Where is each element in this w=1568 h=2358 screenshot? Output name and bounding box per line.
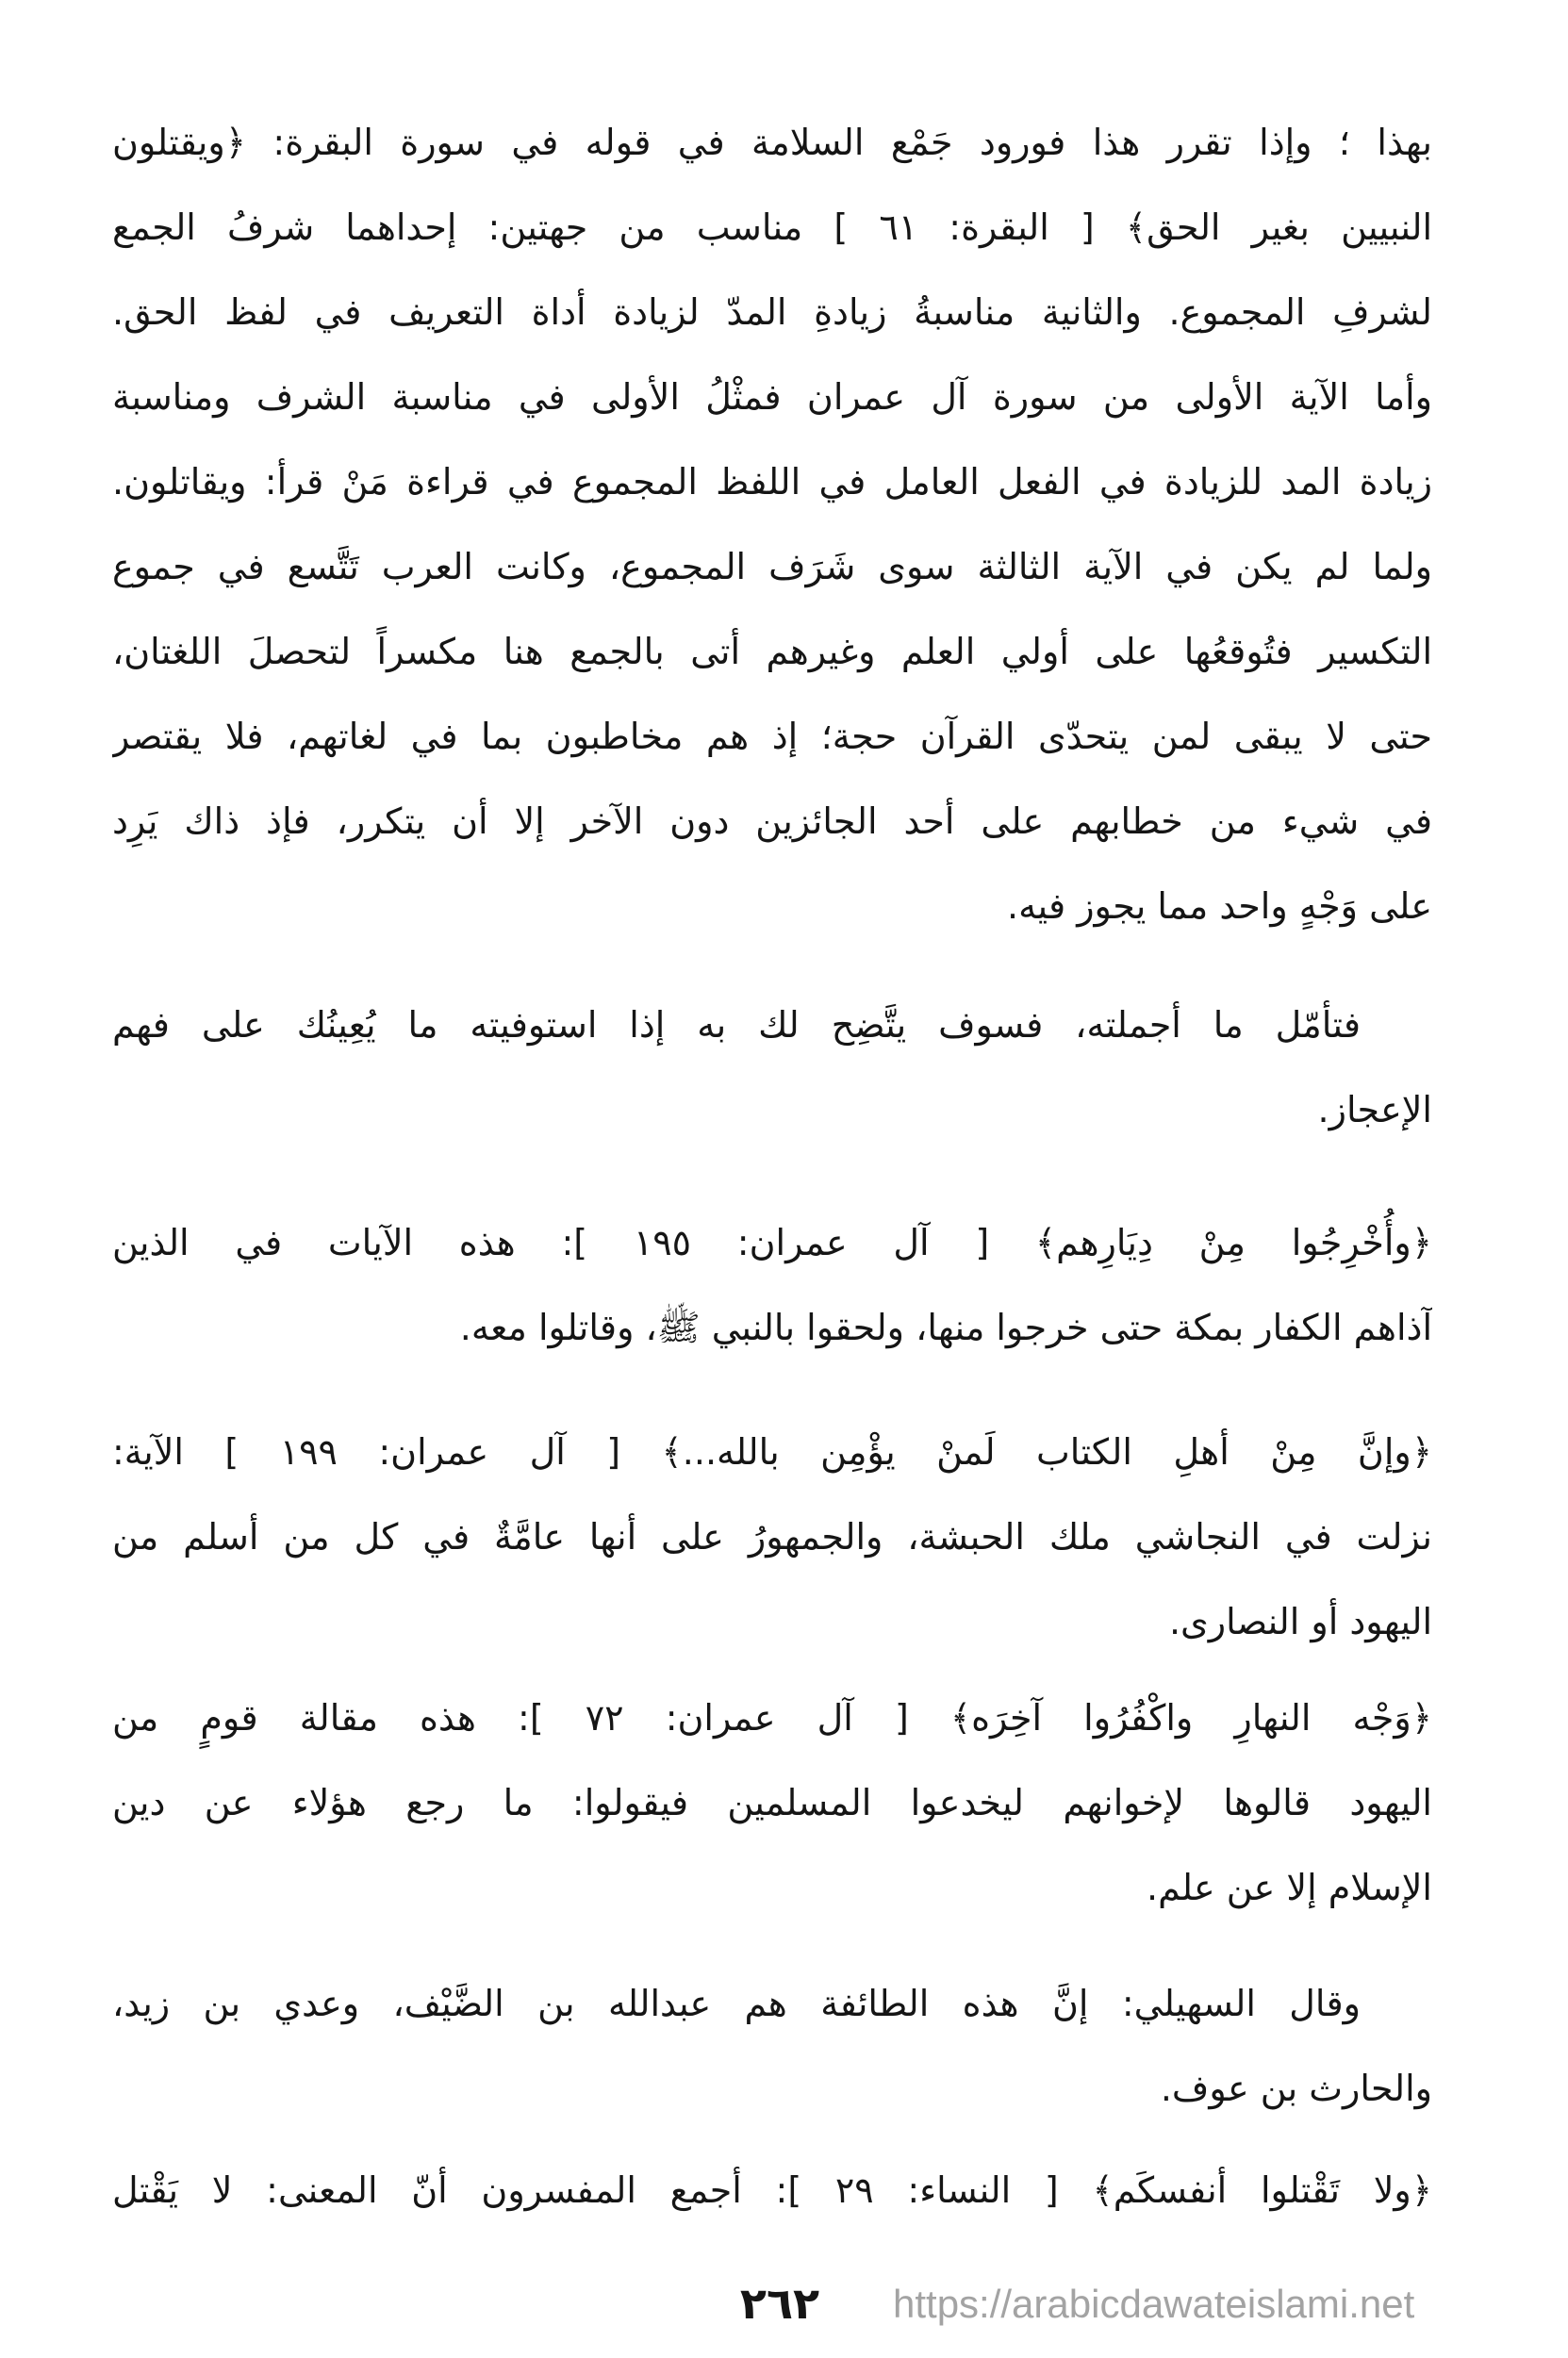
text-line: وأما الآية الأولى من سورة آل عمران فمثْلُ الأولى في مناسبة الشرف ومناسبة xyxy=(112,376,1432,418)
text-line: اليهود أو النصارى. xyxy=(1168,1601,1432,1642)
text-line: آذاهم الكفار بمكة حتى خرجوا منها، ولحقوا بالنبي ﷺ، وقاتلوا معه. xyxy=(459,1307,1432,1348)
paragraph xyxy=(112,1961,1432,2131)
text-line: النبيين بغير الحق﴾ [ البقرة: ٦١ ] مناسب من جهتين: إحداهما شرفُ الجمع xyxy=(112,206,1432,248)
page-number: ٢٦٢ xyxy=(739,2278,820,2329)
text-line: ﴿وأُخْرِجُوا مِنْ دِيَارِهم﴾ [ آل عمران: ١٩٥ ]: هذه الآيات في الذين xyxy=(112,1222,1432,1263)
text-line: وقال السهيلي: إنَّ هذه الطائفة هم عبدالله بن الضَّيْف، وعدي بن زيد، xyxy=(112,1983,1361,2024)
text-line: زيادة المد للزيادة في الفعل العامل في اللفظ المجموع في قراءة مَنْ قرأ: ويقاتلون. xyxy=(112,461,1432,503)
text-line: اليهود قالوها لإخوانهم ليخدعوا المسلمين فيقولوا: ما رجع هؤلاء عن دين xyxy=(112,1782,1432,1823)
text-line: على وَجْهٍ واحد مما يجوز فيه. xyxy=(1007,885,1432,927)
text-line: لشرفِ المجموع. والثانية مناسبةُ زيادةِ المدّ لزيادة أداة التعريف في لفظ الحق. xyxy=(112,291,1432,333)
watermark-url: https://arabicdawateislami.net xyxy=(893,2282,1415,2326)
text-line: ولما لم يكن في الآية الثالثة سوى شَرَف المجموع، وكانت العرب تَتَّسع في جموع xyxy=(112,546,1432,587)
paragraph xyxy=(112,1410,1432,1664)
text-line: والحارث بن عوف. xyxy=(1160,2068,1432,2109)
text-line: فتأمّل ما أجملته، فسوف يتَّضِح لك به إذا استوفيته ما يُعِينُك على فهم xyxy=(112,1004,1361,1046)
text-line: التكسير فتُوقعُها على أولي العلم وغيرهم أتى بالجمع هنا مكسراً لتحصلَ اللغتان، xyxy=(112,631,1432,672)
paragraph xyxy=(112,100,1432,948)
text-line: ﴿وَجْه النهارِ واكْفُرُوا آخِرَه﴾ [ آل عمران: ٧٢ ]: هذه مقالة قومٍ من xyxy=(112,1697,1432,1739)
text-line: في شيء من خطابهم على أحد الجائزين دون الآخر إلا أن يتكرر، فإذ ذاك يَرِد xyxy=(112,800,1432,842)
text-line: حتى لا يبقى لمن يتحدّى القرآن حجة؛ إذ هم مخاطبون بما في لغاتهم، فلا يقتصر xyxy=(112,716,1432,757)
paragraph xyxy=(112,982,1432,1152)
text-line: ﴿ولا تَقْتلوا أنفسكَم﴾ [ النساء: ٢٩ ]: أجمع المفسرون أنّ المعنى: لا يَقْتل xyxy=(112,2169,1432,2211)
paragraph xyxy=(112,1200,1432,1370)
text-line: الإعجاز. xyxy=(1317,1089,1432,1130)
text-line: الإسلام إلا عن علم. xyxy=(1147,1867,1432,1908)
paragraph xyxy=(112,1675,1432,1930)
paragraph xyxy=(112,2148,1432,2233)
text-line: بهذا ؛ وإذا تقرر هذا فورود جَمْع السلامة في قوله في سورة البقرة: ﴿ويقتلون xyxy=(112,122,1432,163)
text-line: ﴿وإنَّ مِنْ أهلِ الكتاب لَمنْ يؤْمِن بالله...﴾ [ آل عمران: ١٩٩ ] الآية: xyxy=(112,1431,1432,1473)
text-line: نزلت في النجاشي ملك الحبشة، والجمهورُ على أنها عامَّةٌ في كل من أسلم من xyxy=(112,1516,1432,1558)
